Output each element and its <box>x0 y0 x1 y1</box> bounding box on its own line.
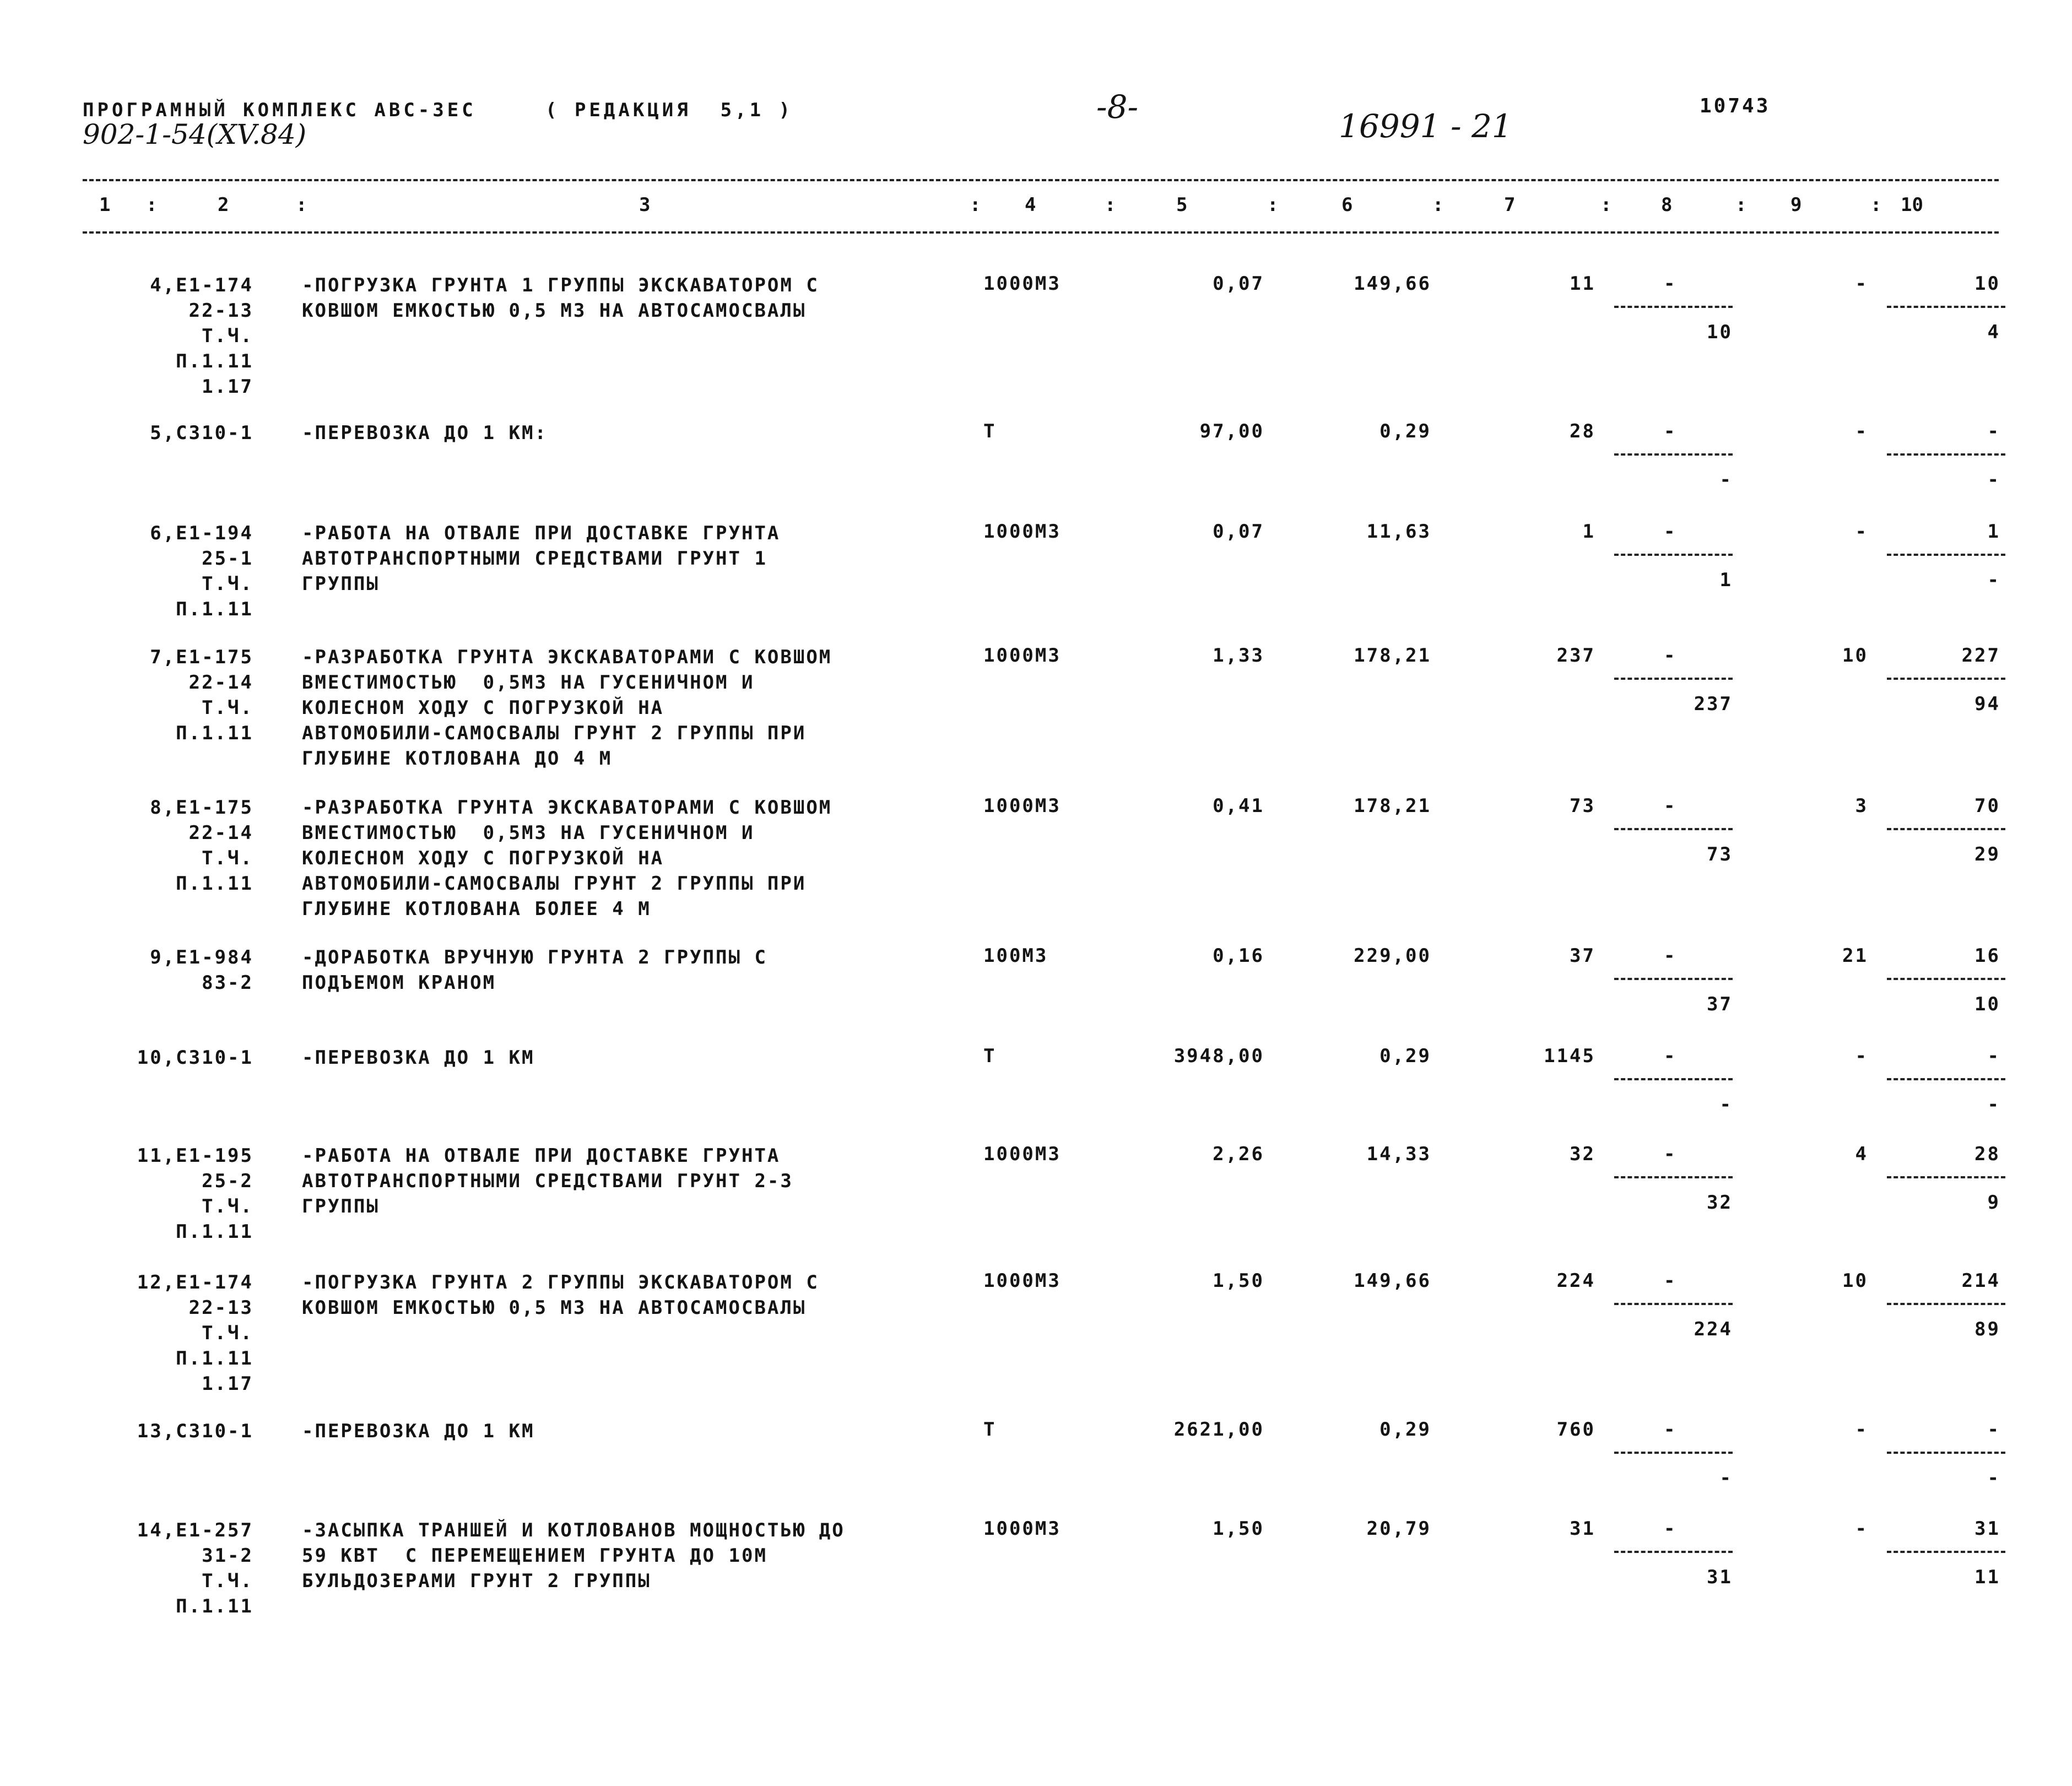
column-number-5: 5 <box>1176 194 1188 216</box>
column-number-6: 6 <box>1341 194 1353 216</box>
quantity: 1,33 <box>1213 645 1264 667</box>
col9-value: - <box>1855 1045 1868 1067</box>
col10-top-value: 214 <box>1961 1270 2000 1292</box>
col8-fraction-rule <box>1614 1303 1733 1305</box>
item-code: 14,Е1-257 31-2 Т.Ч. П.1.11 <box>137 1519 253 1617</box>
item-code: 6,Е1-194 25-1 Т.Ч. П.1.11 <box>150 522 253 620</box>
column-number-8: 8 <box>1661 194 1673 216</box>
col10-bottom-value: 9 <box>1987 1192 2000 1214</box>
unit-of-measure: 1000М3 <box>983 1143 1061 1165</box>
total-cost: 224 <box>1556 1270 1595 1292</box>
item-code: 7,Е1-175 22-14 Т.Ч. П.1.11 <box>150 646 253 744</box>
total-cost: 37 <box>1570 945 1595 967</box>
col8-bottom-value: 1 <box>1719 569 1733 591</box>
col10-top-value: 227 <box>1961 645 2000 667</box>
unit-of-measure: 100М3 <box>983 945 1048 967</box>
header-top-rule <box>83 179 1999 181</box>
column-number-9: 9 <box>1790 194 1802 216</box>
col9-value: - <box>1855 273 1868 295</box>
column-separator: : <box>1600 194 1612 216</box>
col8-bottom-value: 73 <box>1707 843 1733 865</box>
unit-of-measure: 1000М3 <box>983 1270 1061 1292</box>
column-separator: : <box>1105 194 1116 216</box>
unit-price: 0,29 <box>1379 420 1431 442</box>
unit-of-measure: Т <box>983 1419 997 1441</box>
col9-value: - <box>1855 521 1868 543</box>
unit-of-measure: 1000М3 <box>983 1518 1061 1540</box>
col10-top-value: 31 <box>1974 1518 2000 1540</box>
work-description: -ДОРАБОТКА ВРУЧНУЮ ГРУНТА 2 ГРУППЫ С ПОДЪЕМОМ КРАНОМ <box>302 946 767 994</box>
unit-of-measure: 1000М3 <box>983 273 1061 295</box>
col10-fraction-rule <box>1887 1176 2005 1178</box>
quantity: 1,50 <box>1213 1518 1264 1540</box>
item-code: 4,Е1-174 22-13 Т.Ч. П.1.11 1.17 <box>150 274 253 398</box>
col8-bottom-value: 31 <box>1707 1566 1733 1588</box>
col9-value: 10 <box>1842 1270 1868 1292</box>
work-description: -РАБОТА НА ОТВАЛЕ ПРИ ДОСТАВКЕ ГРУНТА АВТОТРАНСПОРТНЫМИ СРЕДСТВАМИ ГРУНТ 1 ГРУППЫ <box>302 522 781 595</box>
quantity: 97,00 <box>1199 420 1264 442</box>
unit-of-measure: 1000М3 <box>983 795 1061 817</box>
col8-bottom-value: 10 <box>1707 321 1733 343</box>
column-number-4: 4 <box>1025 194 1036 216</box>
col8-bottom-value: - <box>1719 1094 1733 1116</box>
col8-bottom-value: 37 <box>1707 993 1733 1015</box>
col10-top-value: - <box>1987 1045 2000 1067</box>
work-description: -РАЗРАБОТКА ГРУНТА ЭКСКАВАТОРАМИ С КОВШОМ ВМЕСТИМОСТЬЮ 0,5М3 НА ГУСЕНИЧНОМ И КОЛЕСНОМ ХОДУ С ПОГРУЗКОЙ НА АВТОМОБИЛИ-САМОСВАЛЫ ГРУНТ 2 ГРУППЫ ПРИ ГЛУБИНЕ КОТЛОВАНА ДО 4 М <box>302 646 832 770</box>
col8-top-value: - <box>1664 795 1677 817</box>
unit-of-measure: Т <box>983 1045 997 1067</box>
total-cost: 28 <box>1570 420 1595 442</box>
total-cost: 760 <box>1556 1419 1595 1441</box>
col10-fraction-rule <box>1887 1551 2005 1553</box>
item-code: 5,С310-1 <box>150 422 253 444</box>
col9-value: 4 <box>1855 1143 1868 1165</box>
col8-top-value: - <box>1664 273 1677 295</box>
col10-bottom-value: 29 <box>1974 843 2000 865</box>
total-cost: 1 <box>1582 521 1595 543</box>
col8-bottom-value: - <box>1719 1467 1733 1489</box>
total-cost: 31 <box>1570 1518 1595 1540</box>
unit-price: 20,79 <box>1366 1518 1431 1540</box>
col10-bottom-value: 94 <box>1974 693 2000 715</box>
document-number: 16991 - 21 <box>1339 107 1512 145</box>
col9-value: - <box>1855 420 1868 442</box>
col10-top-value: 10 <box>1974 273 2000 295</box>
col10-bottom-value: - <box>1987 1467 2000 1489</box>
item-code: 13,С310-1 <box>137 1420 253 1442</box>
col10-fraction-rule <box>1887 1078 2005 1080</box>
col8-fraction-rule <box>1614 828 1733 830</box>
col8-fraction-rule <box>1614 453 1733 456</box>
item-code: 8,Е1-175 22-14 Т.Ч. П.1.11 <box>150 797 253 895</box>
col8-top-value: - <box>1664 1419 1677 1441</box>
col10-bottom-value: - <box>1987 469 2000 491</box>
total-cost: 237 <box>1556 645 1595 667</box>
column-separator: : <box>970 194 981 216</box>
unit-of-measure: 1000М3 <box>983 521 1061 543</box>
quantity: 0,07 <box>1213 521 1264 543</box>
column-number-7: 7 <box>1504 194 1516 216</box>
unit-price: 0,29 <box>1379 1419 1431 1441</box>
item-code: 9,Е1-984 83-2 <box>150 946 253 994</box>
work-description: -ЗАСЫПКА ТРАНШЕЙ И КОТЛОВАНОВ МОЩНОСТЬЮ ДО 59 КВТ С ПЕРЕМЕЩЕНИЕМ ГРУНТА ДО 10М БУЛЬДОЗЕРАМИ ГРУНТ 2 ГРУППЫ <box>302 1519 845 1592</box>
col8-bottom-value: 237 <box>1694 693 1733 715</box>
col8-fraction-rule <box>1614 978 1733 980</box>
unit-price: 149,66 <box>1354 1270 1431 1292</box>
column-separator: : <box>1432 194 1444 216</box>
total-cost: 73 <box>1570 795 1595 817</box>
work-description: -РАЗРАБОТКА ГРУНТА ЭКСКАВАТОРАМИ С КОВШОМ ВМЕСТИМОСТЬЮ 0,5М3 НА ГУСЕНИЧНОМ И КОЛЕСНОМ ХОДУ С ПОГРУЗКОЙ НА АВТОМОБИЛИ-САМОСВАЛЫ ГРУНТ 2 ГРУППЫ ПРИ ГЛУБИНЕ КОТЛОВАНА БОЛЕЕ 4 М <box>302 797 832 920</box>
work-description: -ПЕРЕВОЗКА ДО 1 КМ: <box>302 422 548 444</box>
unit-price: 14,33 <box>1366 1143 1431 1165</box>
col10-top-value: 28 <box>1974 1143 2000 1165</box>
col9-value: 3 <box>1855 795 1868 817</box>
quantity: 3948,00 <box>1173 1045 1264 1067</box>
work-description: -ПЕРЕВОЗКА ДО 1 КМ <box>302 1047 535 1069</box>
quantity: 0,16 <box>1213 945 1264 967</box>
col9-value: 10 <box>1842 645 1868 667</box>
unit-price: 11,63 <box>1366 521 1431 543</box>
col8-fraction-rule <box>1614 678 1733 680</box>
col10-fraction-rule <box>1887 1303 2005 1305</box>
col10-bottom-value: 10 <box>1974 993 2000 1015</box>
quantity: 2621,00 <box>1173 1419 1264 1441</box>
column-separator: : <box>1870 194 1882 216</box>
col8-top-value: - <box>1664 1045 1677 1067</box>
col8-fraction-rule <box>1614 306 1733 308</box>
col8-top-value: - <box>1664 1518 1677 1540</box>
column-number-2: 2 <box>218 194 229 216</box>
item-code: 12,Е1-174 22-13 Т.Ч. П.1.11 1.17 <box>137 1271 253 1395</box>
unit-price: 149,66 <box>1354 273 1431 295</box>
work-description: -РАБОТА НА ОТВАЛЕ ПРИ ДОСТАВКЕ ГРУНТА АВТОТРАНСПОРТНЫМИ СРЕДСТВАМИ ГРУНТ 2-3 ГРУППЫ <box>302 1145 793 1217</box>
page-number: -8- <box>1096 88 1139 126</box>
col10-fraction-rule <box>1887 554 2005 556</box>
item-code: 10,С310-1 <box>137 1047 253 1069</box>
col10-top-value: 1 <box>1987 521 2000 543</box>
col10-top-value: 16 <box>1974 945 2000 967</box>
item-code: 11,Е1-195 25-2 Т.Ч. П.1.11 <box>137 1145 253 1243</box>
total-cost: 32 <box>1570 1143 1595 1165</box>
col9-value: - <box>1855 1419 1868 1441</box>
col9-value: - <box>1855 1518 1868 1540</box>
unit-price: 178,21 <box>1354 645 1431 667</box>
project-number: 902-1-54(XV.84) <box>83 118 307 150</box>
col8-bottom-value: 224 <box>1694 1318 1733 1340</box>
column-separator: : <box>296 194 307 216</box>
col10-fraction-rule <box>1887 978 2005 980</box>
col8-top-value: - <box>1664 521 1677 543</box>
column-number-1: 1 <box>99 194 111 216</box>
col8-bottom-value: 32 <box>1707 1192 1733 1214</box>
unit-price: 178,21 <box>1354 795 1431 817</box>
total-cost: 1145 <box>1544 1045 1595 1067</box>
header-bottom-rule <box>83 231 1999 234</box>
col10-bottom-value: 89 <box>1974 1318 2000 1340</box>
unit-of-measure: 1000М3 <box>983 645 1061 667</box>
work-description: -ПОГРУЗКА ГРУНТА 2 ГРУППЫ ЭКСКАВАТОРОМ С КОВШОМ ЕМКОСТЬЮ 0,5 М3 НА АВТОСАМОСВАЛЫ <box>302 1271 819 1319</box>
col8-top-value: - <box>1664 1270 1677 1292</box>
total-cost: 11 <box>1570 273 1595 295</box>
quantity: 1,50 <box>1213 1270 1264 1292</box>
quantity: 0,41 <box>1213 795 1264 817</box>
col10-bottom-value: 4 <box>1987 321 2000 343</box>
column-number-3: 3 <box>639 194 651 216</box>
col8-fraction-rule <box>1614 1176 1733 1178</box>
col10-bottom-value: - <box>1987 1094 2000 1116</box>
col8-fraction-rule <box>1614 1078 1733 1080</box>
col8-top-value: - <box>1664 1143 1677 1165</box>
column-separator: : <box>1267 194 1279 216</box>
col10-fraction-rule <box>1887 828 2005 830</box>
col8-top-value: - <box>1664 645 1677 667</box>
column-separator: : <box>146 194 158 216</box>
col10-top-value: - <box>1987 1419 2000 1441</box>
unit-price: 0,29 <box>1379 1045 1431 1067</box>
col10-top-value: 70 <box>1974 795 2000 817</box>
quantity: 2,26 <box>1213 1143 1264 1165</box>
col10-fraction-rule <box>1887 453 2005 456</box>
col8-fraction-rule <box>1614 1452 1733 1454</box>
col8-fraction-rule <box>1614 554 1733 556</box>
col10-bottom-value: 11 <box>1974 1566 2000 1588</box>
program-title: ПРОГРАМНЫЙ КОМПЛЕКС АВС-3ЕС <box>83 99 477 121</box>
work-description: -ПЕРЕВОЗКА ДО 1 КМ <box>302 1420 535 1442</box>
quantity: 0,07 <box>1213 273 1264 295</box>
col10-fraction-rule <box>1887 678 2005 680</box>
column-number-10: 10 <box>1901 194 1923 216</box>
edition-label: ( РЕДАКЦИЯ 5,1 ) <box>545 99 793 121</box>
col9-value: 21 <box>1842 945 1868 967</box>
col10-bottom-value: - <box>1987 569 2000 591</box>
work-description: -ПОГРУЗКА ГРУНТА 1 ГРУППЫ ЭКСКАВАТОРОМ С КОВШОМ ЕМКОСТЬЮ 0,5 М3 НА АВТОСАМОСВАЛЫ <box>302 274 819 322</box>
col8-bottom-value: - <box>1719 469 1733 491</box>
col10-fraction-rule <box>1887 1452 2005 1454</box>
col10-fraction-rule <box>1887 306 2005 308</box>
column-separator: : <box>1735 194 1747 216</box>
unit-of-measure: Т <box>983 420 997 442</box>
col8-top-value: - <box>1664 945 1677 967</box>
col8-top-value: - <box>1664 420 1677 442</box>
col10-top-value: - <box>1987 420 2000 442</box>
col8-fraction-rule <box>1614 1551 1733 1553</box>
sheet-code: 10743 <box>1700 95 1771 117</box>
unit-price: 229,00 <box>1354 945 1431 967</box>
